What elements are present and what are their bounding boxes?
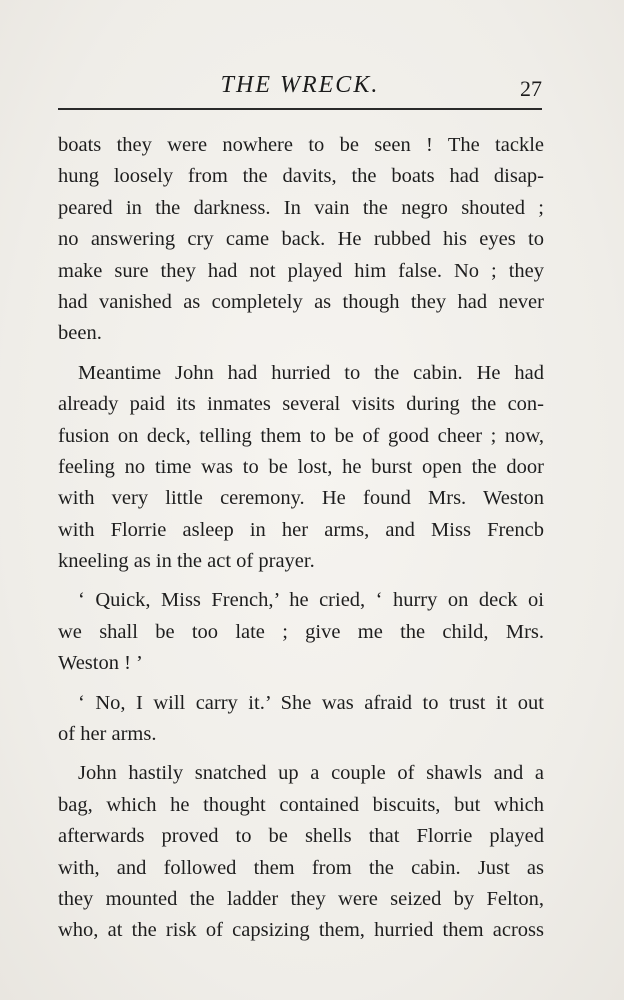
header-rule	[58, 108, 542, 110]
text-line: boats they were nowhere to be seen ! The tackle	[58, 134, 544, 156]
text-line: no answering cry came back. He rubbed his eyes to	[58, 228, 544, 251]
text-line: bag, which he thought contained biscuits, but which	[58, 793, 544, 816]
running-title: THE WRECK.	[220, 72, 380, 98]
text-line: been.	[58, 322, 102, 345]
text-line: ‘ No, I will carry it.’ She was afraid to trust it out	[78, 691, 544, 714]
text-line: make sure they had not played him false. No ; they	[58, 259, 544, 282]
text-line: John hastily snatched up a couple of shawls and a	[78, 762, 544, 785]
text-line: peared in the darkness. In vain the negro shouted ;	[58, 196, 544, 219]
text-line: with Florrie asleep in her arms, and Miss Frencb	[58, 518, 544, 541]
text-line: who, at the risk of capsizing them, hurried them across	[58, 919, 544, 942]
page-header	[58, 70, 542, 110]
body-text	[58, 130, 544, 947]
paragraph-gap	[58, 577, 544, 585]
text-line: had vanished as completely as though they had never	[58, 290, 544, 313]
text-line: with very little ceremony. He found Mrs. Weston	[58, 487, 544, 510]
text-line: of her arms.	[58, 723, 157, 746]
text-line: we shall be too late ; give me the child, Mrs.	[58, 620, 544, 643]
text-line: kneeling as in the act of prayer.	[58, 550, 315, 573]
page-number: 27	[520, 76, 542, 101]
paragraph-gap	[58, 750, 544, 758]
paragraph-gap	[58, 350, 544, 358]
paragraph-gap	[58, 680, 544, 688]
text-line: fusion on deck, telling them to be of good cheer ; now,	[58, 424, 544, 447]
text-line: afterwards proved to be shells that Florrie played	[58, 825, 544, 848]
text-line: already paid its inmates several visits during the con-	[58, 393, 544, 416]
text-line: with, and followed them from the cabin. Just as	[58, 856, 544, 879]
text-line: Weston ! ’	[58, 652, 143, 675]
text-line: feeling no time was to be lost, he burst open the door	[58, 455, 544, 478]
text-line: they mounted the ladder they were seized by Felton,	[58, 887, 544, 910]
text-line: ‘ Quick, Miss French,’ he cried, ‘ hurry on deck oi	[78, 589, 544, 612]
text-line: Meantime John had hurried to the cabin. He had	[78, 361, 544, 384]
text-line: hung loosely from the davits, the boats had disap-	[58, 165, 544, 188]
